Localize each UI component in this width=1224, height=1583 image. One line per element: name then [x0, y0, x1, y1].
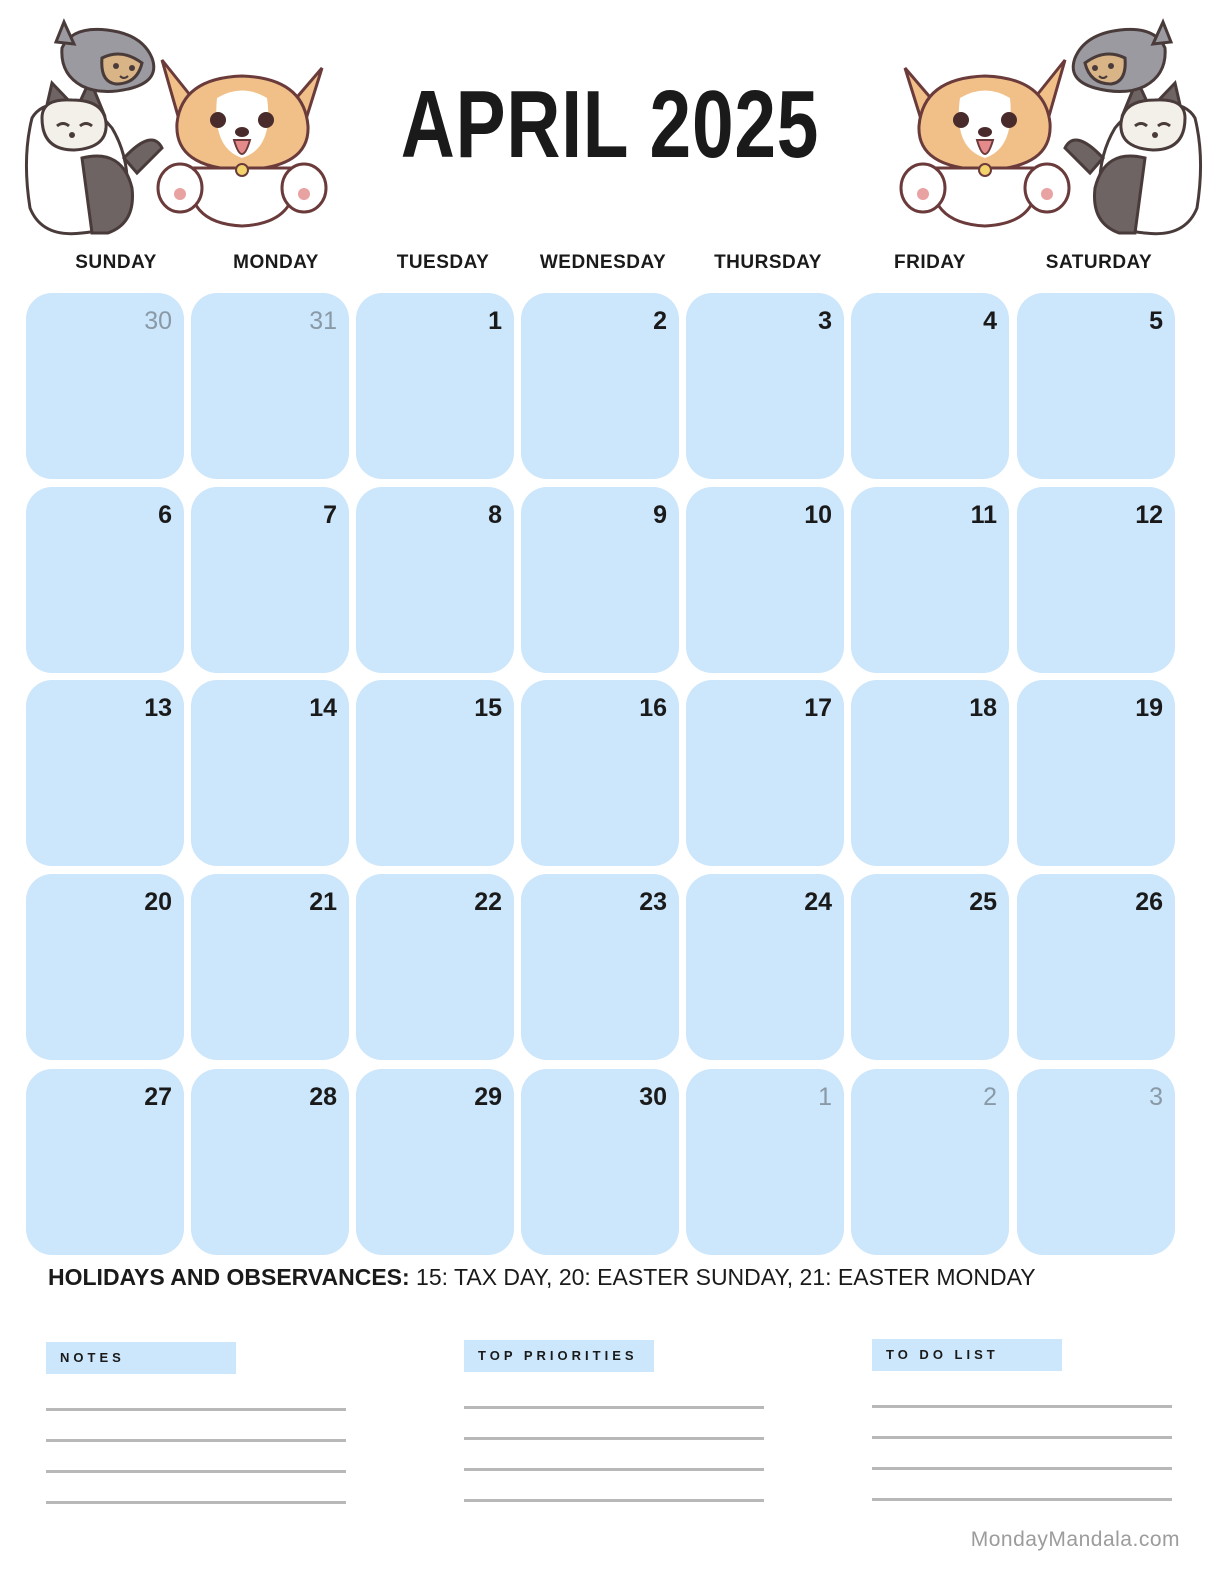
day-number: 27 — [144, 1083, 172, 1111]
day-cell[interactable] — [1017, 293, 1175, 479]
day-number: 6 — [158, 501, 172, 529]
day-cell[interactable] — [521, 874, 679, 1060]
day-number: 30 — [639, 1083, 667, 1111]
day-cell[interactable] — [26, 293, 184, 479]
holidays-text: 15: TAX DAY, 20: EASTER SUNDAY, 21: EASTER MONDAY — [409, 1264, 1036, 1290]
holidays-label: HOLIDAYS AND OBSERVANCES: — [48, 1264, 410, 1290]
day-number: 9 — [653, 501, 667, 529]
day-cell[interactable] — [356, 293, 514, 479]
day-cell[interactable] — [356, 1069, 514, 1255]
day-number: 4 — [983, 307, 997, 335]
day-number: 10 — [804, 501, 832, 529]
day-number: 16 — [639, 694, 667, 722]
day-number: 30 — [144, 307, 172, 335]
footer-credit: MondayMandala.com — [970, 1528, 1180, 1551]
weekday-thursday: THURSDAY — [714, 252, 822, 273]
day-cell[interactable] — [686, 874, 844, 1060]
weekday-sunday: SUNDAY — [75, 252, 157, 273]
top-priorities-section — [464, 1340, 764, 1502]
day-number: 1 — [818, 1083, 832, 1111]
day-number: 8 — [488, 501, 502, 529]
priorities-line[interactable] — [464, 1499, 764, 1502]
day-number: 19 — [1135, 694, 1163, 722]
day-cell[interactable] — [356, 874, 514, 1060]
todo-line[interactable] — [872, 1498, 1172, 1501]
day-number: 23 — [639, 888, 667, 916]
day-number: 28 — [309, 1083, 337, 1111]
day-number: 20 — [144, 888, 172, 916]
day-cell[interactable] — [1017, 874, 1175, 1060]
notes-line[interactable] — [46, 1501, 346, 1504]
day-number: 1 — [488, 307, 502, 335]
day-number: 5 — [1149, 307, 1163, 335]
notes-line[interactable] — [46, 1408, 346, 1411]
day-cell[interactable] — [686, 293, 844, 479]
todo-line[interactable] — [872, 1405, 1172, 1408]
priorities-line[interactable] — [464, 1406, 764, 1409]
notes-section — [46, 1342, 346, 1504]
day-cell[interactable] — [521, 1069, 679, 1255]
day-cell[interactable] — [356, 487, 514, 673]
weekday-tuesday: TUESDAY — [396, 252, 490, 273]
todo-section — [872, 1339, 1172, 1501]
holidays-line — [48, 1264, 1036, 1291]
day-number: 3 — [1149, 1083, 1163, 1111]
day-number: 21 — [309, 888, 337, 916]
calendar-title: APRIL 2025 — [400, 71, 820, 178]
day-cell[interactable] — [521, 293, 679, 479]
day-cell[interactable] — [851, 1069, 1009, 1255]
day-cell[interactable] — [191, 1069, 349, 1255]
todo-line[interactable] — [872, 1467, 1172, 1470]
priorities-line[interactable] — [464, 1468, 764, 1471]
day-cell[interactable] — [521, 680, 679, 866]
weekday-saturday: SATURDAY — [1045, 252, 1153, 273]
day-cell[interactable] — [851, 487, 1009, 673]
day-cell[interactable] — [26, 680, 184, 866]
day-number: 3 — [818, 307, 832, 335]
day-cell[interactable] — [521, 487, 679, 673]
weekday-wednesday: WEDNESDAY — [539, 252, 667, 273]
day-number: 25 — [969, 888, 997, 916]
day-number: 2 — [983, 1083, 997, 1111]
day-cell[interactable] — [26, 1069, 184, 1255]
day-cell[interactable] — [1017, 680, 1175, 866]
day-number: 7 — [323, 501, 337, 529]
day-number: 26 — [1135, 888, 1163, 916]
notes-heading: NOTES — [46, 1342, 236, 1374]
day-number: 29 — [474, 1083, 502, 1111]
notes-line[interactable] — [46, 1470, 346, 1473]
priorities-line[interactable] — [464, 1437, 764, 1440]
day-number: 13 — [144, 694, 172, 722]
day-number: 31 — [309, 307, 337, 335]
day-number: 14 — [309, 694, 337, 722]
day-cell[interactable] — [191, 874, 349, 1060]
day-cell[interactable] — [191, 680, 349, 866]
weekday-friday: FRIDAY — [894, 252, 966, 273]
day-cell[interactable] — [686, 680, 844, 866]
day-cell[interactable] — [686, 1069, 844, 1255]
day-number: 12 — [1135, 501, 1163, 529]
day-number: 15 — [474, 694, 502, 722]
day-cell[interactable] — [851, 680, 1009, 866]
day-cell[interactable] — [686, 487, 844, 673]
day-number: 17 — [804, 694, 832, 722]
day-cell[interactable] — [191, 487, 349, 673]
todo-line[interactable] — [872, 1436, 1172, 1439]
day-cell[interactable] — [1017, 1069, 1175, 1255]
day-cell[interactable] — [1017, 487, 1175, 673]
day-cell[interactable] — [191, 293, 349, 479]
day-cell[interactable] — [851, 874, 1009, 1060]
day-number: 11 — [970, 501, 997, 529]
day-cell[interactable] — [26, 874, 184, 1060]
notes-line[interactable] — [46, 1439, 346, 1442]
day-number: 22 — [474, 888, 502, 916]
day-cell[interactable] — [356, 680, 514, 866]
todo-heading: TO DO LIST — [872, 1339, 1062, 1371]
day-number: 24 — [804, 888, 832, 916]
day-number: 2 — [653, 307, 667, 335]
day-cell[interactable] — [851, 293, 1009, 479]
top-priorities-heading: TOP PRIORITIES — [464, 1340, 654, 1372]
day-cell[interactable] — [26, 487, 184, 673]
weekday-monday: MONDAY — [233, 252, 319, 273]
day-number: 18 — [969, 694, 997, 722]
